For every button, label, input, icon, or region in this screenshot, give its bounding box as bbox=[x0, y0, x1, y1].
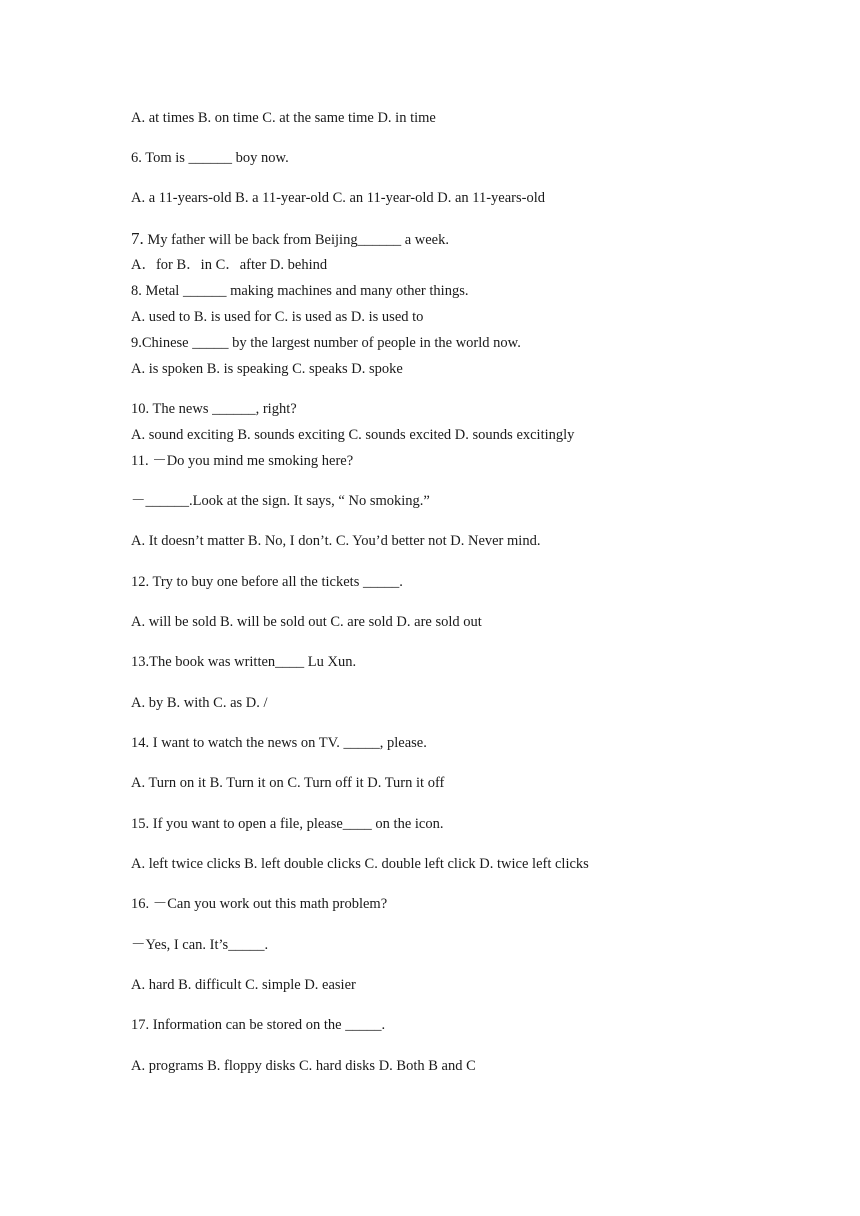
q16-options: A. hard B. difficult C. simple D. easier bbox=[131, 977, 356, 993]
q13-options: A. by B. with C. as D. / bbox=[131, 695, 268, 711]
q8-question: 8. Metal ______ making machines and many other things. bbox=[131, 283, 469, 299]
q10-options: A. sound exciting B. sounds exciting C. sounds excited D. sounds excitingly bbox=[131, 427, 575, 443]
q7-number: 7. bbox=[131, 229, 144, 248]
q6-question: 6. Tom is ______ boy now. bbox=[131, 150, 289, 166]
q7-text: My father will be back from Beijing______ a week. bbox=[143, 232, 449, 248]
q15-options: A. left twice clicks B. left double clicks C. double left click D. twice left clicks bbox=[131, 856, 589, 872]
q5-options: A. at times B. on time C. at the same time D. in time bbox=[131, 110, 436, 126]
q6-options: A. a 11-years-old B. a 11-year-old C. an 11-year-old D. an 11-years-old bbox=[131, 190, 546, 206]
q12-options: A. will be sold B. will be sold out C. are sold D. are sold out bbox=[131, 614, 482, 630]
q9-question: 9.Chinese _____ by the largest number of people in the world now. bbox=[131, 335, 521, 351]
q12-question: 12. Try to buy one before all the tickets _____. bbox=[131, 574, 403, 590]
q17-question: 17. Information can be stored on the _____. bbox=[131, 1017, 386, 1033]
q11-reply: －______.Look at the sign. It says, “ No smoking.” bbox=[131, 493, 430, 509]
q15-question: 15. If you want to open a file, please____ on the icon. bbox=[131, 816, 444, 832]
q11-question: 11. －Do you mind me smoking here? bbox=[131, 453, 354, 469]
q7-options: A．for B．in C．after D. behind bbox=[131, 257, 328, 273]
q9-options: A. is spoken B. is speaking C. speaks D. spoke bbox=[131, 361, 403, 377]
q10-question: 10. The news ______, right? bbox=[131, 401, 297, 417]
q7-question bbox=[131, 230, 449, 249]
q8-options: A. used to B. is used for C. is used as D. is used to bbox=[131, 309, 424, 325]
q11-options: A. It doesn’t matter B. No, I don’t. C. You’d better not D. Never mind. bbox=[131, 533, 541, 549]
q16-question: 16. －Can you work out this math problem? bbox=[131, 896, 388, 912]
q14-question: 14. I want to watch the news on TV. _____, please. bbox=[131, 735, 427, 751]
q16-reply: －Yes, I can. It’s_____. bbox=[131, 937, 269, 953]
q17-options: A. programs B. floppy disks C. hard disks D. Both B and C bbox=[131, 1058, 476, 1074]
q13-question: 13.The book was written____ Lu Xun. bbox=[131, 654, 357, 670]
q14-options: A. Turn on it B. Turn it on C. Turn off it D. Turn it off bbox=[131, 775, 445, 791]
